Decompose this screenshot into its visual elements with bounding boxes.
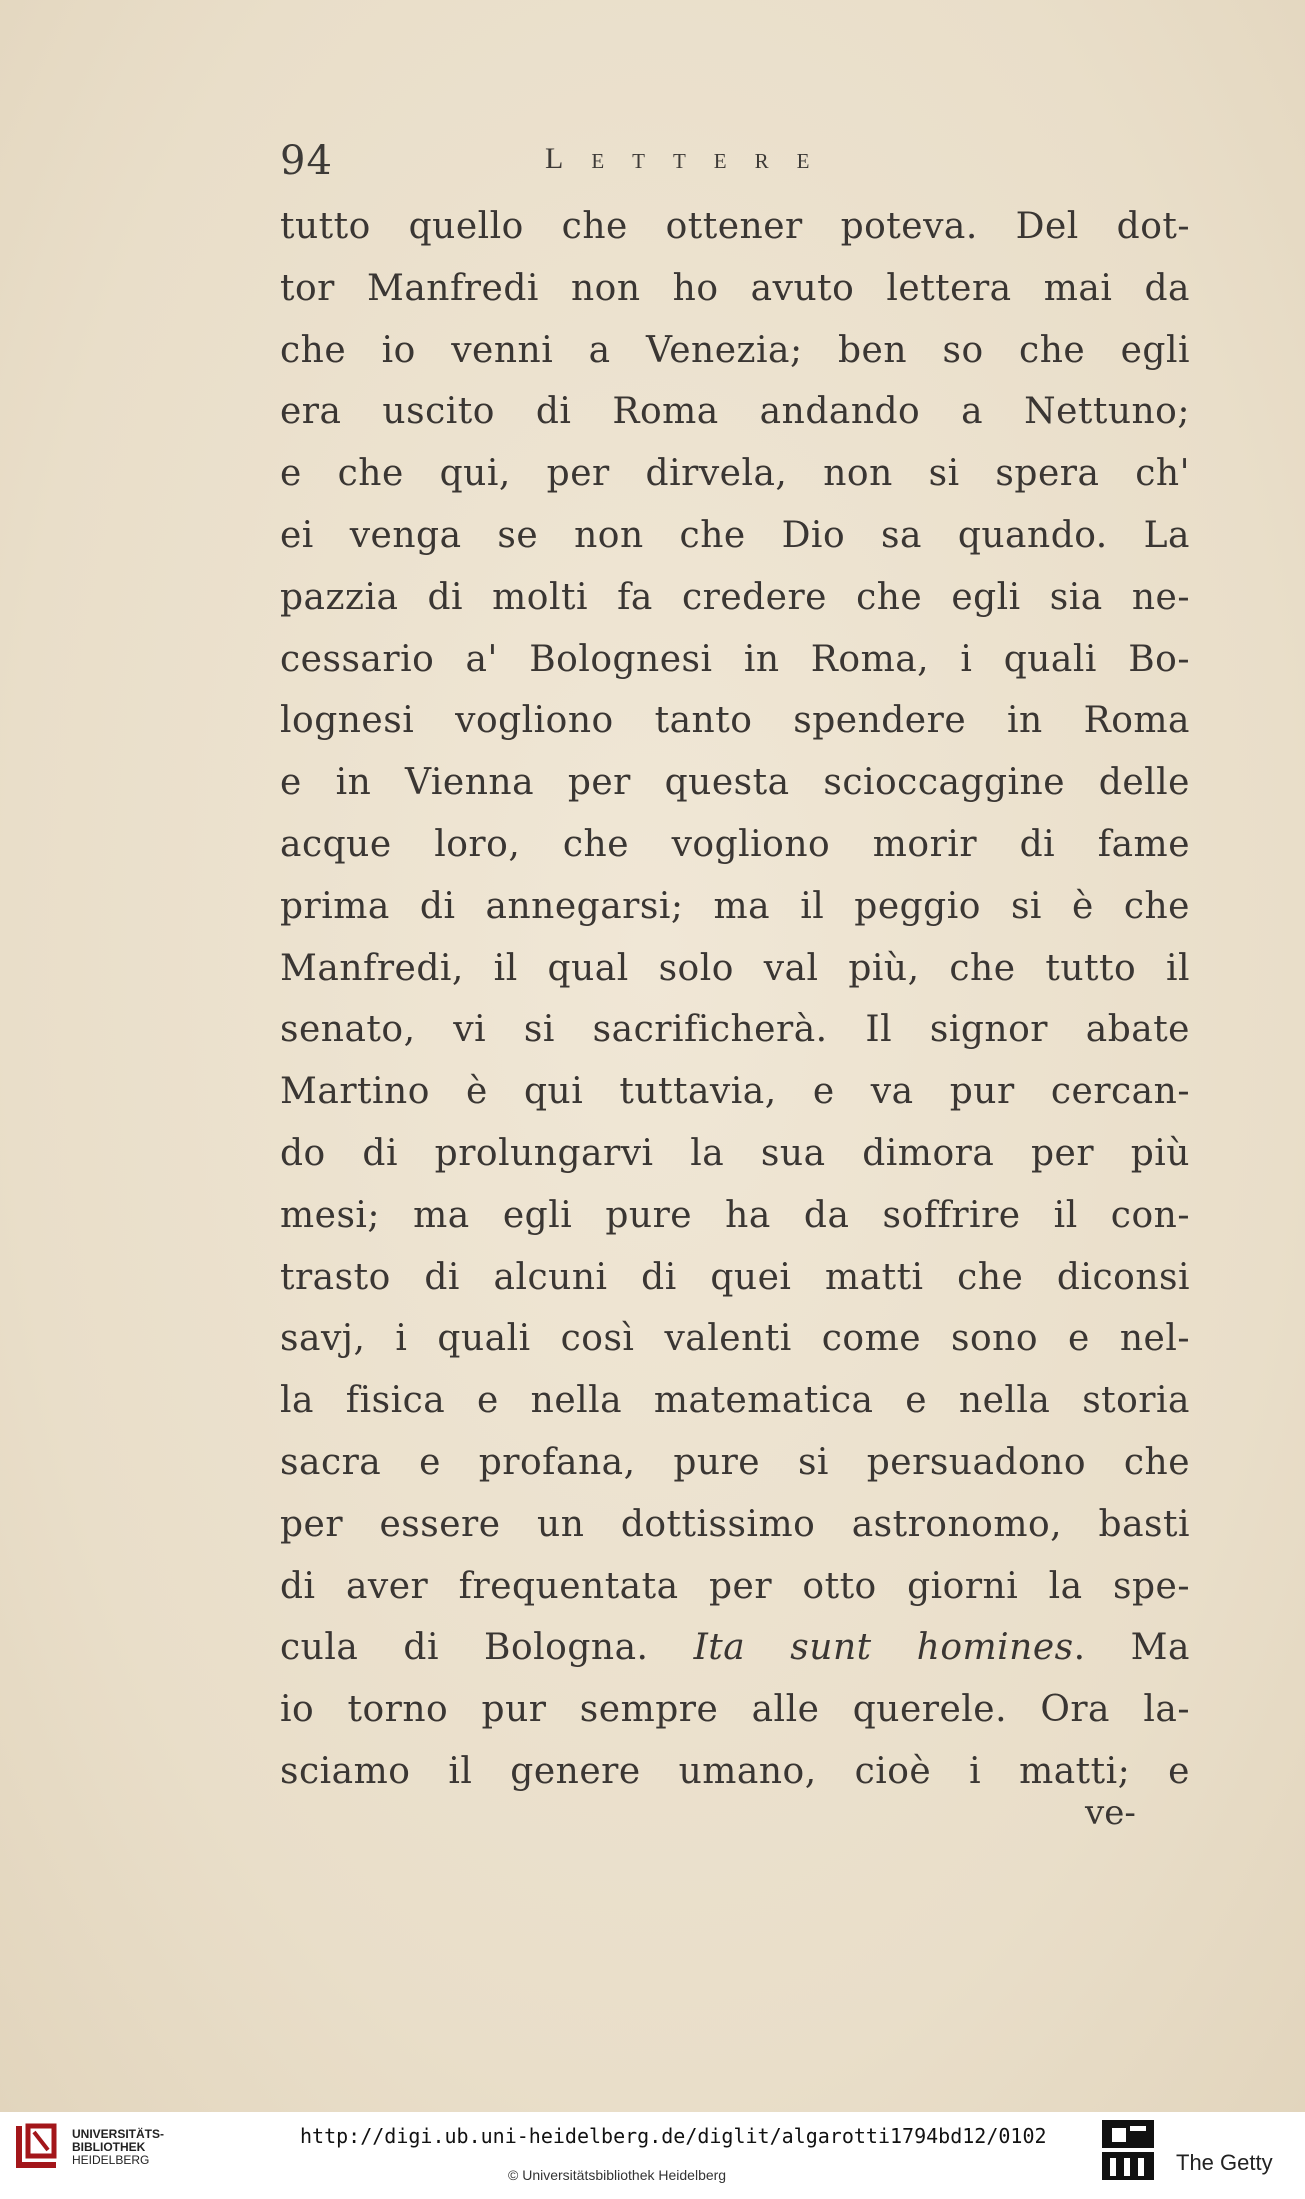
getty-label: The Getty [1176, 2150, 1273, 2175]
text-line: Manfredi, il qual solo val più, che tutto il [280, 947, 1190, 989]
text-line: Martino è qui tuttavia, e va pur cercan- [280, 1071, 1190, 1113]
text-line: senato, vi si sacrificherà. Il signor abate [280, 1009, 1190, 1051]
text-line: era uscito di Roma andando a Nettuno; [280, 391, 1190, 433]
text-line: pazzia di molti fa credere che egli sia ne- [280, 576, 1190, 618]
text-line: acque loro, che vogliono morir di fame [280, 823, 1190, 865]
text-segment: cula di Bologna. [280, 1627, 694, 1669]
text-line: la fisica e nella matematica e nella storia [280, 1380, 1190, 1422]
text-line: mesi; ma egli pure ha da soffrire il con- [280, 1194, 1190, 1236]
text-line: io torno pur sempre alle querele. Ora la- [280, 1689, 1190, 1731]
page-number: 94 [280, 138, 333, 184]
text-line: do di prolungarvi la sua dimora per più [280, 1132, 1190, 1174]
permalink-url[interactable]: http://digi.ub.uni-heidelberg.de/diglit/algarotti1794bd12/0102 [300, 2124, 1047, 2148]
text-line: prima di annegarsi; ma il peggio si è che [280, 885, 1190, 927]
text-line: tor Manfredi non ho avuto lettera mai da [280, 267, 1190, 309]
running-head-title: Lettere [545, 142, 838, 175]
text-line: di aver frequentata per otto giorni la spe- [280, 1565, 1190, 1607]
copyright-notice: © Universitätsbibliothek Heidelberg [508, 2167, 727, 2183]
text-line: sacra e profana, pure si persuadono che [280, 1441, 1190, 1483]
getty-logo-icon[interactable] [1100, 2118, 1156, 2182]
text-line-with-italic [280, 1617, 1190, 1679]
running-head [270, 138, 1170, 188]
text-line: ei venga se non che Dio sa quando. La [280, 514, 1190, 556]
text-line: cessario a' Bolognesi in Roma, i quali Bo- [280, 638, 1190, 680]
italic-phrase: Ita sunt homines [693, 1627, 1074, 1669]
text-line: trasto di alcuni di quei matti che diconsi [280, 1256, 1190, 1298]
library-name [72, 2128, 164, 2167]
text-line: e in Vienna per questa scioccaggine delle [280, 762, 1190, 804]
text-line: savj, i quali così valenti come sono e nel- [280, 1318, 1190, 1360]
university-library-logo-icon[interactable] [14, 2122, 60, 2172]
library-name-line: HEIDELBERG [72, 2153, 150, 2167]
text-line: per essere un dottissimo astronomo, basti [280, 1503, 1190, 1545]
catchword: ve- [1085, 1793, 1136, 1833]
text-segment: . Ma [1073, 1627, 1190, 1669]
text-line: che io venni a Venezia; ben so che egli [280, 329, 1190, 371]
text-line: tutto quello che ottener poteva. Del dot- [280, 206, 1190, 247]
library-name-line: UNIVERSITÄTS- [72, 2127, 165, 2141]
text-line: lognesi vogliono tanto spendere in Roma [280, 700, 1190, 742]
library-name-line: BIBLIOTHEK [72, 2140, 146, 2154]
body-text [280, 196, 1190, 1803]
text-line: e che qui, per dirvela, non si spera ch' [280, 453, 1190, 495]
text-line: sciamo il genere umano, cioè i matti; e [280, 1750, 1190, 1792]
